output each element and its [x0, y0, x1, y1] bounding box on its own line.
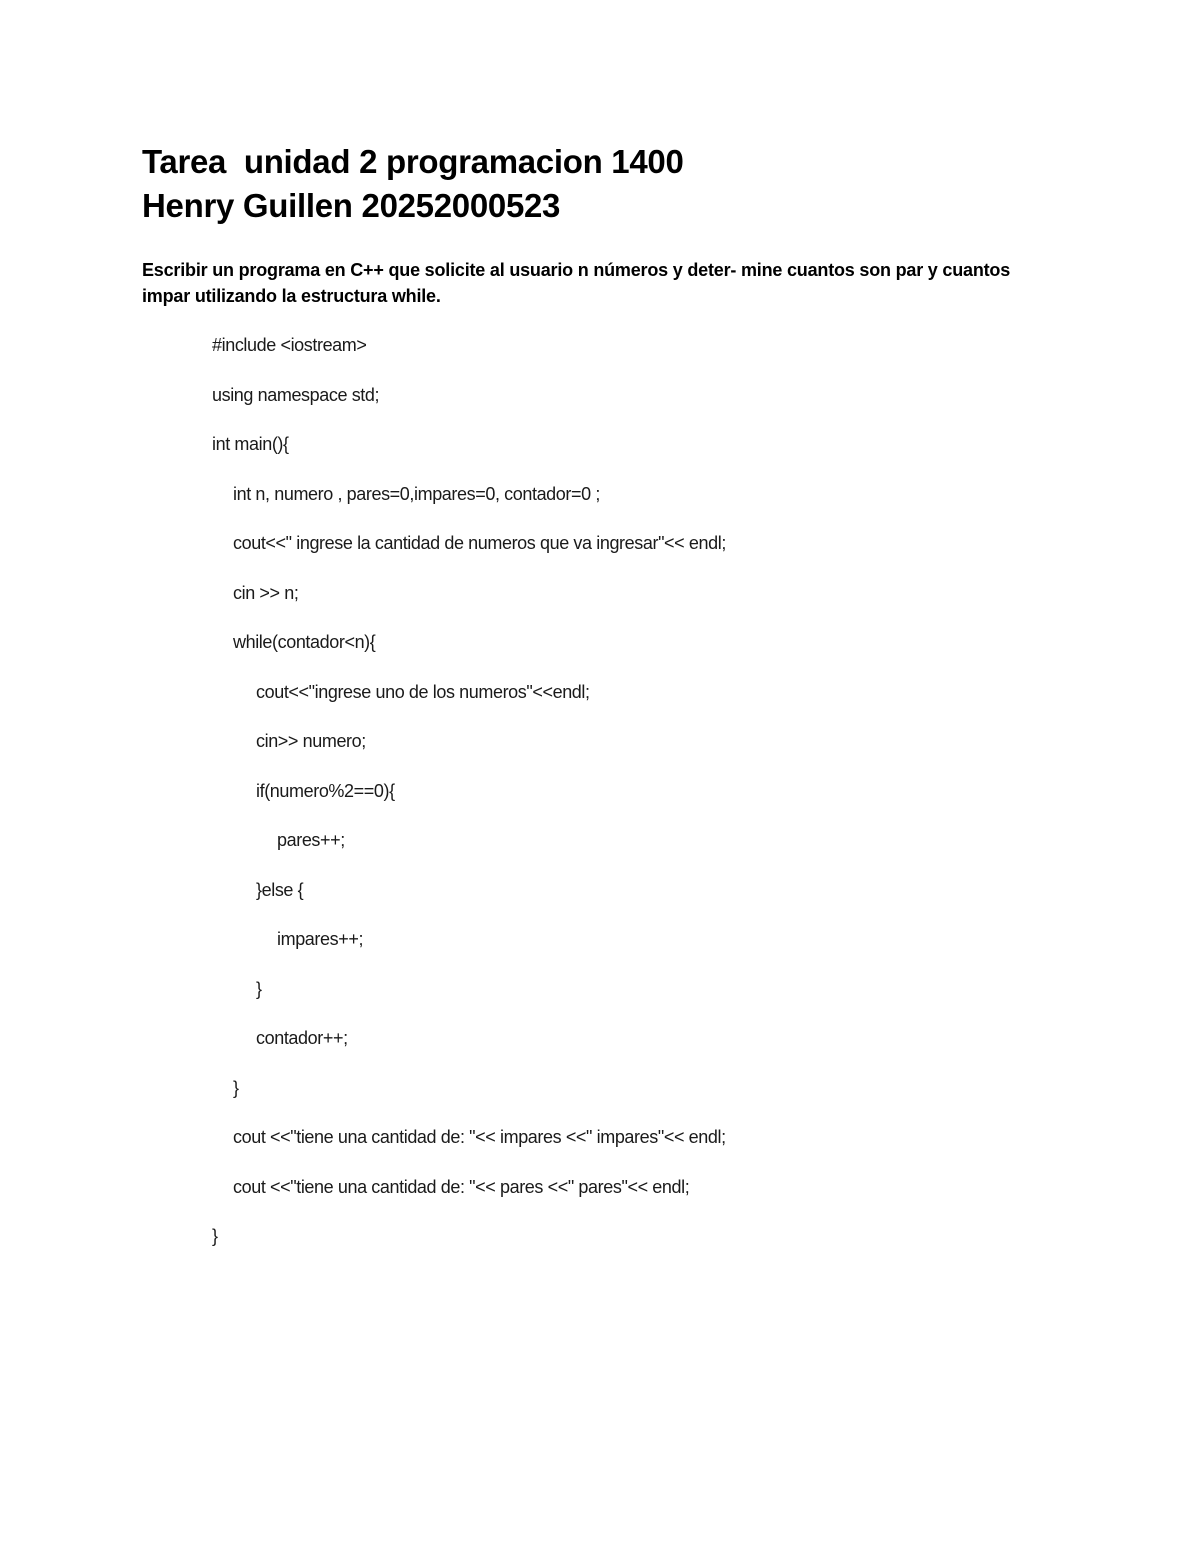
code-line: if(numero%2==0){	[256, 780, 395, 801]
title-line-author: Henry Guillen 20252000523	[142, 187, 561, 224]
code-line: while(contador<n){	[233, 632, 376, 652]
code-line: }	[233, 1077, 239, 1098]
code-line: contador++;	[256, 1028, 348, 1048]
code-line: pares++;	[277, 830, 345, 850]
code-listing	[212, 330, 1112, 1271]
code-line: cout <<"tiene una cantidad de: "<< pares <<" pares"<< endl;	[233, 1176, 690, 1197]
code-line: }else {	[256, 879, 304, 900]
code-line: cout<<" ingrese la cantidad de numeros que va ingresar"<< endl;	[233, 533, 726, 553]
code-line: #include <iostream>	[212, 335, 367, 355]
code-line: int main(){	[212, 434, 289, 454]
title-line-assignment: Tarea unidad 2 programacion 1400	[142, 143, 684, 180]
code-line: using namespace std;	[212, 384, 380, 405]
code-line: }	[256, 978, 262, 999]
code-line: cout<<"ingrese uno de los numeros"<<endl;	[256, 681, 590, 702]
code-line: }	[212, 1226, 218, 1246]
code-line: cin >> n;	[233, 582, 299, 603]
document-title	[142, 140, 1102, 228]
code-line: int n, numero , pares=0,impares=0, contador=0 ;	[233, 483, 600, 504]
code-line: impares++;	[277, 929, 364, 949]
code-line: cout <<"tiene una cantidad de: "<< impares <<" impares"<< endl;	[233, 1127, 726, 1147]
task-statement: Escribir un programa en C++ que solicite al usuario n números y deter- mine cuantos son par y cuantos impar utilizando la estructura while.	[142, 260, 1011, 306]
code-line: cin>> numero;	[256, 731, 366, 751]
